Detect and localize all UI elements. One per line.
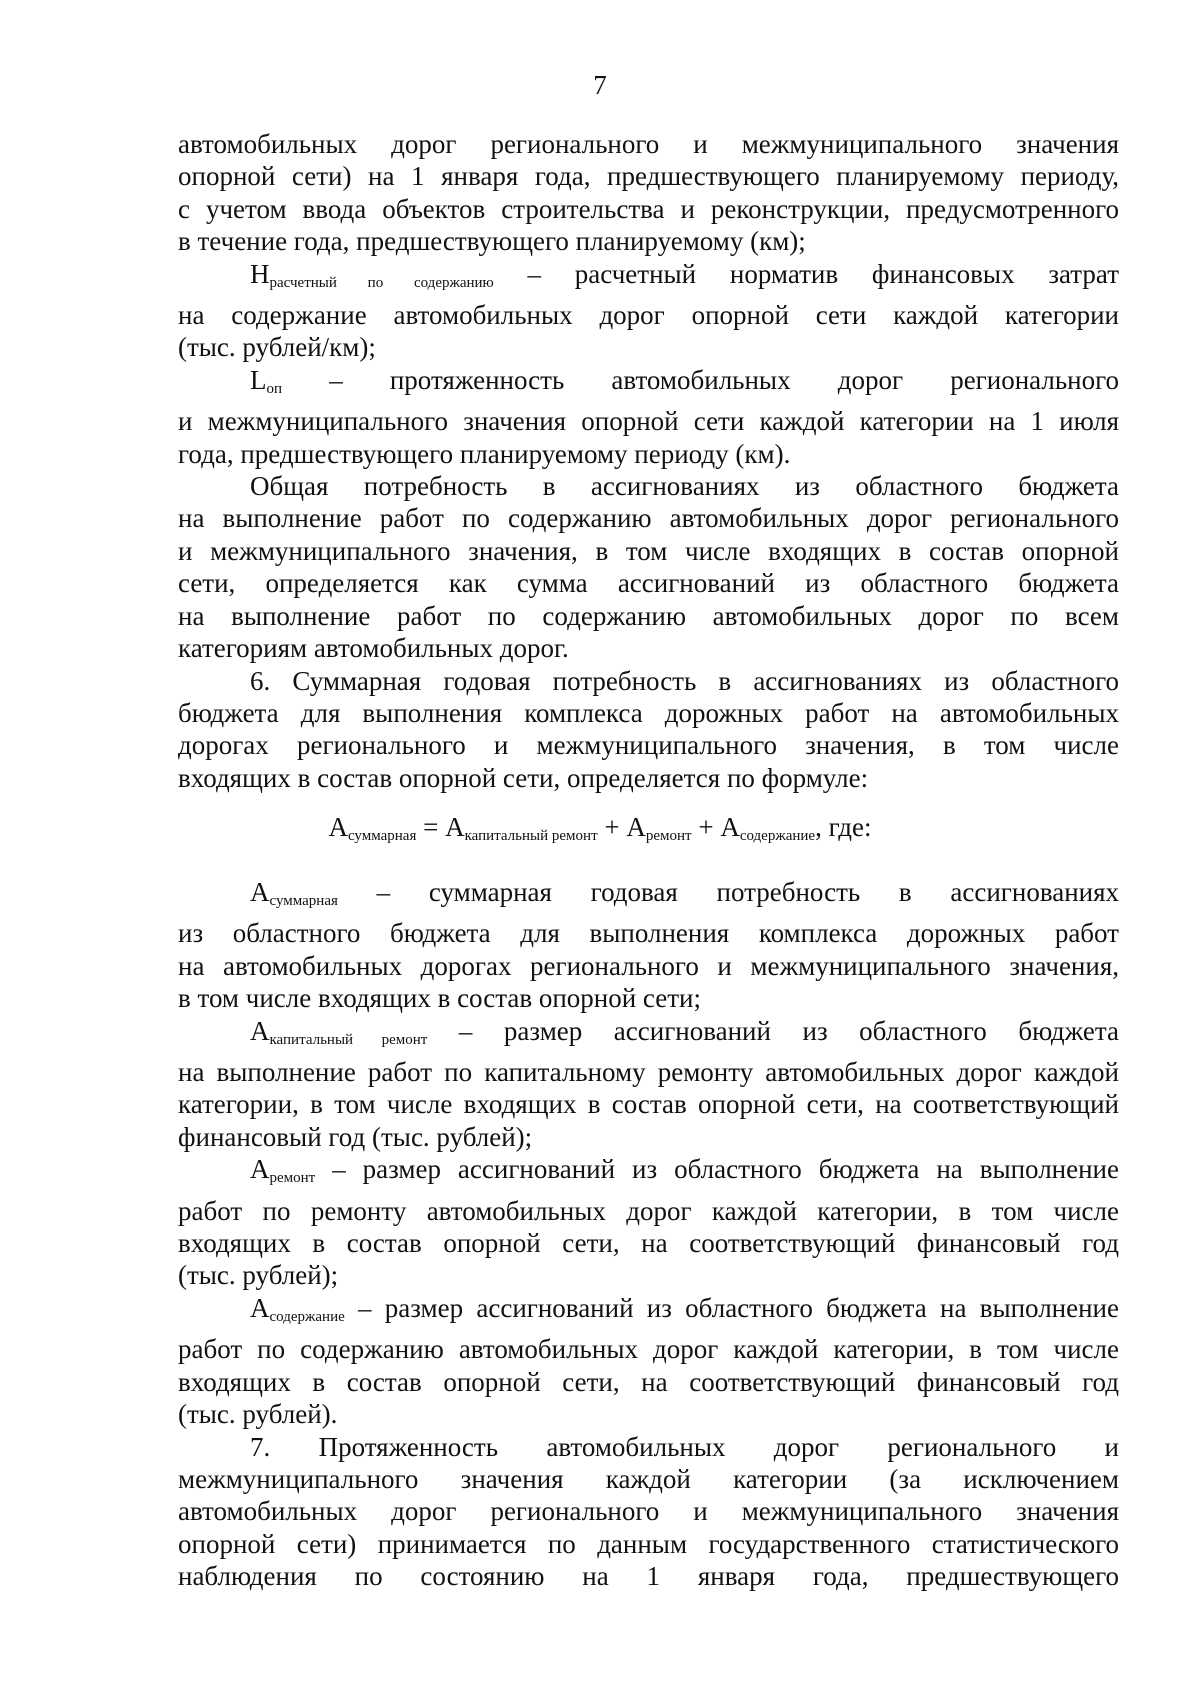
definition-text: – размер ассигнований из областного бюджета — [458, 1015, 1120, 1046]
formula-tail: , где: — [815, 812, 872, 842]
text-line: и межмуниципального значения, в том числе входящих в состав опорной — [178, 535, 1119, 566]
text-line: категориям автомобильных дорог. — [178, 633, 569, 664]
text-line: и межмуниципального значения опорной сети каждой категории на 1 июля — [178, 406, 1119, 437]
text-line: (тыс. рублей/км); — [178, 332, 376, 363]
definition-a-total — [178, 876, 1119, 1015]
definition-l-op — [178, 364, 1119, 470]
definition-text: – размер ассигнований из областного бюджета на выполнение — [358, 1292, 1119, 1323]
symbol-subscript: расчетный по содержанию — [269, 274, 494, 291]
definition-text: – расчетный норматив финансовых затрат — [527, 258, 1120, 289]
definition-text: – протяженность автомобильных дорог регионального — [329, 364, 1120, 395]
symbol: Н — [250, 258, 270, 289]
text-line: на содержание автомобильных дорог опорной сети каждой категории — [178, 300, 1119, 331]
text-line: 7. Протяженность автомобильных дорог регионального и — [250, 1431, 1119, 1462]
symbol: L — [250, 364, 267, 395]
text-line: на выполнение работ по капитальному ремонту автомобильных дорог каждой — [178, 1057, 1119, 1088]
formula-subscript: ремонт — [645, 828, 692, 844]
symbol-subscript: оп — [266, 380, 283, 397]
text-line: входящих в состав опорной сети, на соответствующий финансовый год — [178, 1366, 1119, 1397]
symbol-subscript: капитальный ремонт — [269, 1031, 428, 1048]
symbol: А — [250, 877, 270, 907]
text-line: дорогах регионального и межмуниципального значения, в том числе — [178, 730, 1119, 761]
text-line: входящих в состав опорной сети, на соответствующий финансовый год — [178, 1228, 1119, 1259]
text-line: года, предшествующего планируемому периоду (км). — [178, 438, 791, 469]
text-line: опорной сети) на 1 января года, предшествующего планируемому периоду, — [178, 161, 1119, 192]
text-line: работ по ремонту автомобильных дорог каждой категории, в том числе — [178, 1195, 1119, 1226]
text-line: на выполнение работ по содержанию автомобильных дорог по всем — [178, 600, 1119, 631]
formula-symbol: А — [626, 812, 646, 842]
text-line: категории, в том числе входящих в состав опорной сети, на соответствующий — [178, 1089, 1119, 1120]
paragraph-total-need — [178, 470, 1119, 664]
text-line: сети, определяется как сумма ассигнований из областного бюджета — [178, 568, 1119, 599]
symbol: А — [250, 1154, 270, 1185]
definition-a-maintenance — [178, 1292, 1119, 1431]
text-line: в том числе входящих в состав опорной сети; — [178, 983, 701, 1014]
text-line: в течение года, предшествующего планируемому (км); — [178, 226, 806, 257]
definition-first-line — [178, 364, 1119, 405]
formula-equals: = — [423, 812, 439, 842]
formula-symbol: А — [328, 812, 348, 842]
text-line: автомобильных дорог регионального и межмуниципального значения — [178, 129, 1119, 159]
symbol-subscript: содержание — [269, 1308, 345, 1325]
text-line: входящих в состав опорной сети, определяется по формуле: — [178, 762, 869, 793]
formula-symbol: А — [445, 812, 465, 842]
formula-symbol: А — [720, 812, 740, 842]
text-line: 6. Суммарная годовая потребность в ассигнованиях из областного — [250, 665, 1119, 696]
text-block-upper — [178, 128, 1119, 794]
paragraph-item-6 — [178, 665, 1119, 795]
formula-subscript: содержание — [739, 828, 816, 844]
definition-a-repair — [178, 1153, 1119, 1292]
formula — [0, 812, 1200, 845]
definition-first-line — [178, 1153, 1119, 1194]
definition-first-line — [178, 1292, 1119, 1333]
definition-text: – суммарная годовая потребность в ассигнованиях — [376, 877, 1120, 907]
text-line: на выполнение работ по содержанию автомобильных дорог регионального — [178, 503, 1119, 534]
paragraph-item-7 — [178, 1431, 1119, 1593]
text-line: финансовый год (тыс. рублей); — [178, 1121, 533, 1152]
symbol: А — [250, 1015, 270, 1046]
text-line: (тыс. рублей). — [178, 1399, 338, 1430]
symbol-subscript: ремонт — [269, 1170, 316, 1187]
text-line: бюджета для выполнения комплекса дорожных работ на автомобильных — [178, 697, 1119, 728]
text-line: опорной сети) принимается по данным государственного статистического — [178, 1528, 1119, 1559]
text-line: с учетом ввода объектов строительства и реконструкции, предусмотренного — [178, 193, 1119, 224]
symbol: А — [250, 1292, 270, 1323]
text-line: автомобильных дорог регионального и межмуниципального значения — [178, 1496, 1119, 1527]
text-block-lower — [178, 876, 1119, 1593]
definition-n-calc — [178, 258, 1119, 364]
formula-plus: + — [604, 812, 620, 842]
paragraph-continuation — [178, 128, 1119, 258]
formula-subscript: суммарная — [347, 828, 417, 844]
definition-first-line — [178, 1015, 1119, 1056]
text-line: наблюдения по состоянию на 1 января года, предшествующего — [178, 1561, 1119, 1592]
text-line: на автомобильных дорогах регионального и межмуниципального значения, — [178, 950, 1119, 981]
formula-plus: + — [698, 812, 714, 842]
definition-first-line — [178, 876, 1119, 917]
text-line: работ по содержанию автомобильных дорог каждой категории, в том числе — [178, 1334, 1119, 1365]
page-number: 7 — [593, 70, 607, 100]
definition-a-capital-repair — [178, 1015, 1119, 1154]
formula-subscript: капитальный ремонт — [464, 828, 598, 844]
text-line: из областного бюджета для выполнения комплекса дорожных работ — [178, 918, 1119, 949]
definition-text: – размер ассигнований из областного бюджета на выполнение — [332, 1154, 1119, 1185]
definition-first-line — [178, 258, 1119, 299]
text-line: межмуниципального значения каждой категории (за исключением — [178, 1463, 1119, 1494]
symbol-subscript: суммарная — [269, 893, 338, 909]
text-line: Общая потребность в ассигнованиях из областного бюджета — [250, 471, 1119, 502]
text-line: (тыс. рублей); — [178, 1260, 339, 1291]
